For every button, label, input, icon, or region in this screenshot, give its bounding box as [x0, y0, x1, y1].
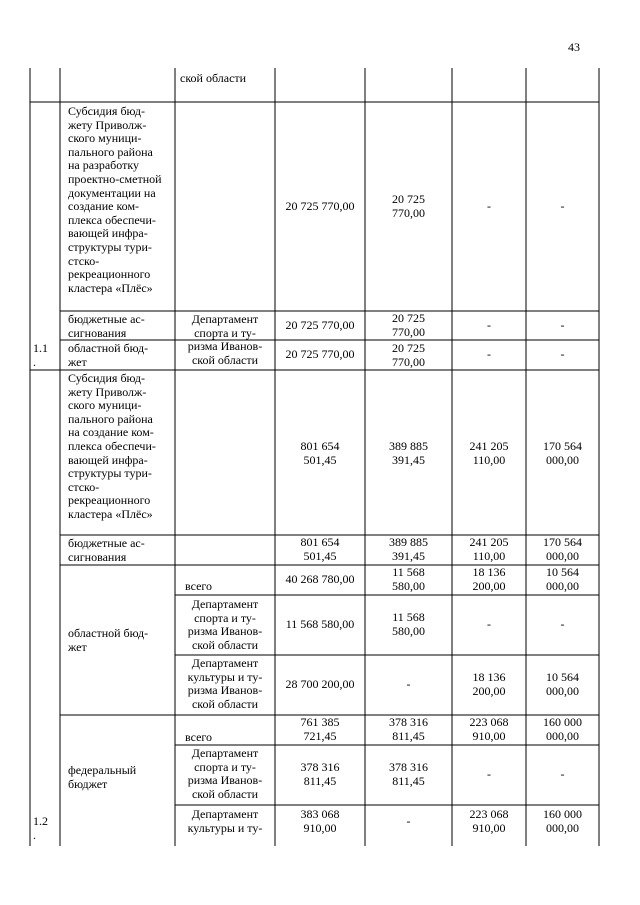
row-1-1-number: 1.1 .: [33, 341, 48, 369]
row-1-1-executor: Департамент спорта и ту- ризма Иванов- ской области: [187, 312, 263, 367]
row-1-1-budget-total: 20 725 770,00: [285, 318, 355, 332]
row-1-2-regional-culture-year3: 10 564 000,00: [546, 670, 579, 698]
row-1-2-year1: 389 885 391,45: [389, 439, 428, 467]
row-1-2-federal-sport-total: 378 316 811,45: [300, 760, 340, 788]
row-1-2-federal-culture-executor: Департамент культуры и ту-: [187, 807, 263, 835]
row-1-2-budget-name: бюджетные ас- сигнования: [68, 536, 145, 564]
row-1-2-federal-all-executor: всего: [185, 730, 213, 744]
row-1-2-regional-culture-total: 28 700 200,00: [285, 677, 355, 691]
row-1-1-total: 20 725 770,00: [285, 199, 355, 213]
row-1-2-year2: 241 205 110,00: [469, 439, 509, 467]
row-1-2-regional-sport-year3: -: [560, 617, 565, 631]
row-1-1-regional-name: областной бюд- жет: [68, 341, 149, 369]
row-1-1-regional-year1: 20 725 770,00: [392, 341, 425, 369]
row-1-2-regional-sport-year1: 11 568 580,00: [392, 610, 425, 638]
row-1-2-regional-all-year2: 18 136 200,00: [472, 565, 506, 593]
row-1-2-federal-sport-year1: 378 316 811,45: [389, 760, 428, 788]
row-1-1-budget-year2: -: [487, 318, 491, 332]
row-1-2-federal-culture-year1: -: [406, 814, 411, 828]
row-1-2-budget-year1: 389 885 391,45: [389, 535, 428, 563]
row-1-2-regional-sport-total: 11 568 580,00: [285, 617, 355, 631]
row-1-2-federal-all-year1: 378 316 811,45: [389, 715, 428, 743]
row-1-2-federal-sport-year3: -: [560, 767, 565, 781]
row-1-2-budget-total: 801 654 501,45: [300, 535, 340, 563]
row-1-2-budget-year2: 241 205 110,00: [469, 535, 509, 563]
row-1-2-regional-culture-year1: -: [406, 677, 411, 691]
row-1-2-regional-all-total: 40 268 780,00: [285, 572, 355, 586]
row-1-1-year3: -: [560, 199, 565, 213]
row-1-2-total: 801 654 501,45: [300, 439, 340, 467]
row-1-2-federal-all-year2: 223 068 910,00: [469, 715, 509, 743]
row-1-2-regional-culture-year2: 18 136 200,00: [472, 670, 506, 698]
row-1-2-federal-sport-year2: -: [487, 767, 491, 781]
row-1-2-federal-culture-year3: 160 000 000,00: [543, 807, 582, 835]
row-1-2-regional-name: областной бюд- жет: [68, 626, 149, 654]
row-1-1-regional-year2: -: [487, 347, 491, 361]
row-1-1-regional-year3: -: [560, 347, 565, 361]
row-1-2-regional-sport-year2: -: [487, 617, 491, 631]
row-1-2-regional-all-year1: 11 568 580,00: [392, 565, 425, 593]
row-1-1-budget-year1: 20 725 770,00: [392, 311, 425, 339]
row-1-1-budget-name: бюджетные ас- сигнования: [68, 312, 145, 340]
row-1-2-federal-culture-year2: 223 068 910,00: [469, 807, 509, 835]
row-1-2-regional-sport-executor: Департамент спорта и ту- ризма Иванов- ской области: [187, 597, 263, 652]
row-1-2-regional-all-executor: всего: [185, 579, 213, 593]
row-1-2-name: Субсидия бюд- жету Приволж- ского муници- пального района на создание ком- плекса обеспечи- вающей инфра- структуры тури- стско- рекреационного кластера «Плёс»: [68, 371, 156, 521]
row-1-2-federal-all-year3: 160 000 000,00: [543, 715, 582, 743]
row-1-1-year1: 20 725 770,00: [392, 192, 425, 220]
row-1-1-name: Субсидия бюд- жету Приволж- ского муници- пального района на разработку проектно-сметной документации на создание ком- плекса обеспечи- вающей инфра- структуры тури- стско- рекреационного кластера «Плёс»: [68, 104, 162, 295]
executor-cell: ской области: [180, 71, 247, 85]
row-1-2-federal-sport-executor: Департамент спорта и ту- ризма Иванов- ской области: [187, 746, 263, 801]
row-1-2-regional-culture-executor: Департамент культуры и ту- ризма Иванов- ской области: [187, 656, 263, 711]
row-1-1-year2: -: [487, 199, 491, 213]
row-1-2-number: 1.2 .: [33, 814, 48, 842]
page-number: 43: [568, 40, 580, 54]
row-1-2-federal-name: федеральный бюджет: [68, 763, 137, 791]
row-1-1-regional-total: 20 725 770,00: [285, 347, 355, 361]
row-1-2-budget-year3: 170 564 000,00: [543, 535, 582, 563]
row-1-1-budget-year3: -: [560, 318, 565, 332]
row-1-2-federal-culture-total: 383 068 910,00: [300, 807, 340, 835]
row-1-2-federal-all-total: 761 385 721,45: [300, 715, 340, 743]
row-1-2-regional-all-year3: 10 564 000,00: [546, 565, 579, 593]
row-1-2-year3: 170 564 000,00: [543, 439, 582, 467]
